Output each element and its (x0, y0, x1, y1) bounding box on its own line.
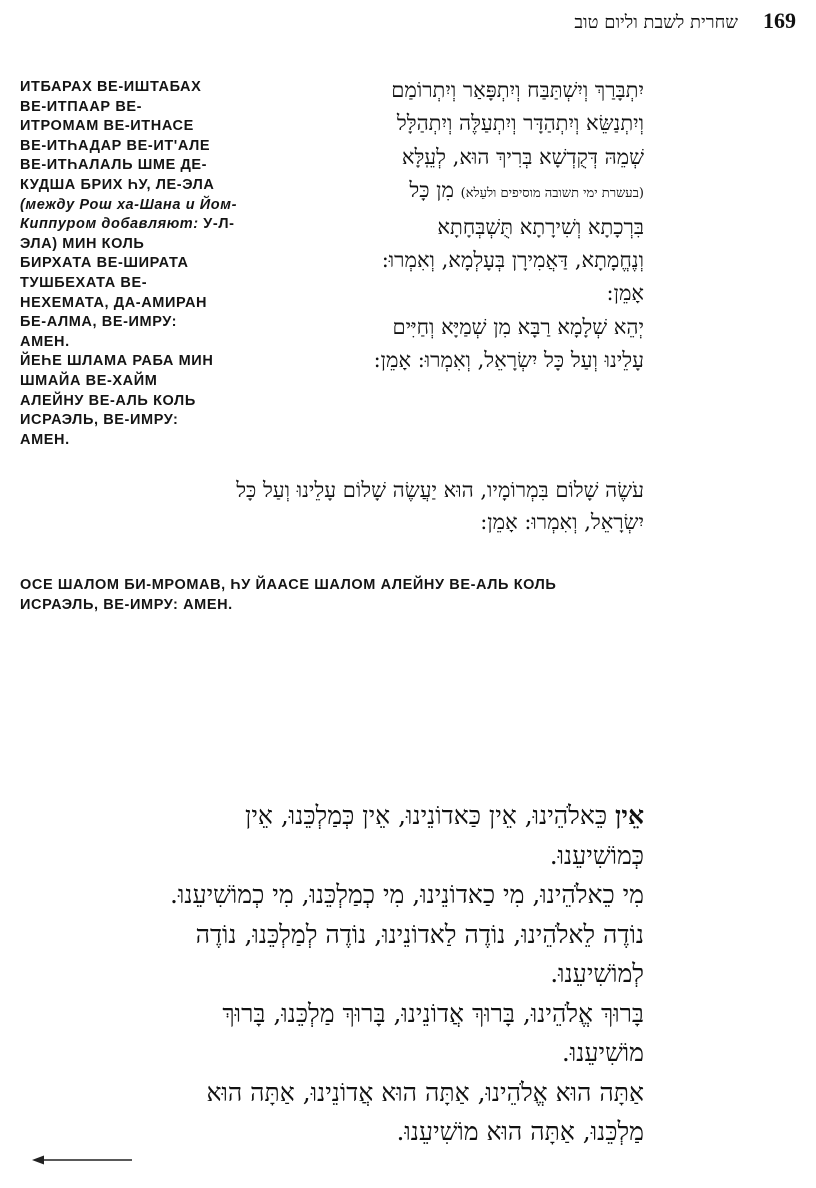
translit-line: ВЕ-ИТҺАЛАЛЬ ШМЕ ДЕ- (20, 157, 208, 174)
oseh-shalom-transliteration (20, 576, 660, 615)
translit-line: БИРХАТА ВЕ-ШИРАТА (20, 255, 189, 272)
translit-line: АЛЕЙНУ ВЕ-АЛЬ КОЛЬ (20, 392, 196, 409)
ein-keloheinu-hebrew (14, 796, 644, 1152)
translit-line: АМЕН. (20, 431, 70, 448)
translit-line: ИТБАРАХ ВЕ-ИШТАБАХ (20, 79, 202, 95)
translit-line: ВЕ-ИТПААР ВЕ- (20, 98, 143, 115)
translit-line: БЕ-АЛМА, ВЕ-ИМРУ: (20, 314, 177, 331)
translit-line: КУДША БРИХ ҺУ, ЛЕ-ЭЛА (20, 176, 215, 193)
hebrew-line: עֹשֶׂה שָׁלוֹם בִּמְרוֹמָיו, הוּא יַעֲשֶׂה שָׁלוֹם עָלֵינוּ וְעַל כָּל (236, 478, 644, 502)
translit-line: АМЕН. (20, 333, 70, 350)
translit-line: ШМАЙА ВЕ-ХАЙМ (20, 372, 158, 389)
hebrew-line: וְיִתְנַשֵּׂא וְיִתְהַדָּר וְיִתְעַלֶּה וְיִתְהַלָּל (396, 111, 644, 136)
hebrew-line-text: כֵּאלֹהֵינוּ, אֵין כַּאדוֹנֵינוּ, אֵין כְּמַלְכֵּנוּ, אֵין (244, 801, 616, 830)
kaddish-transliteration (20, 78, 250, 450)
translit-line: ОСЕ ШАЛОМ БИ-МРОМАВ, ҺУ ЙААСЕ ШАЛОМ АЛЕЙНУ ВЕ-АЛЬ КОЛЬ (20, 577, 557, 593)
hebrew-line: יִתְבָּרַךְ וְיִשְׁתַּבַּח וְיִתְפָּאַר וְיִתְרוֹמַם (391, 78, 644, 102)
page-number: 169 (763, 8, 796, 33)
oseh-shalom-hebrew (24, 474, 644, 538)
hebrew-line: עָלֵינוּ וְעַל כָּל יִשְׂרָאֵל, וְאִמְרוּ: אָמֵן: (373, 348, 644, 373)
hebrew-line: יִשְׂרָאֵל, וְאִמְרוּ: אָמֵן: (480, 510, 644, 534)
translit-note-line: (между Рош ха-Шана и Йом- (20, 196, 238, 213)
hebrew-line: אַתָּה הוּא אֱלֹהֵינוּ, אַתָּה הוּא אֲדוֹנֵינוּ, אַתָּה הוּא (206, 1077, 644, 1107)
left-arrow-icon (30, 1152, 134, 1168)
hebrew-line-with-note (260, 174, 644, 210)
hebrew-line: לְמוֹשִׁיעֵנוּ. (550, 959, 644, 988)
translit-line: ИСРАЭЛЬ, ВЕ-ИМРУ: (20, 412, 179, 429)
translit-line: ЭЛА) МИН КОЛЬ (20, 235, 145, 252)
translit-line: ИТРОМАМ ВЕ-ИТНАСЕ (20, 118, 194, 135)
running-head: שחרית לשבת וליום טוב (574, 12, 738, 33)
translit-note-text: Киппуром добавляют: (20, 216, 199, 233)
hebrew-line-text: מִן כָּל (409, 178, 461, 203)
hebrew-line: נוֹדֶה לֵאלֹהֵינוּ, נוֹדֶה לַאדוֹנֵינוּ, נוֹדֶה לְמַלְכֵּנוּ, נוֹדֶה (195, 919, 644, 949)
translit-line: ТУШБЕХАТА ВЕ- (20, 274, 148, 291)
hebrew-line: יְהֵא שְׁלָמָא רַבָּא מִן שְׁמַיָּא וְחַיִּים (392, 314, 644, 339)
translit-note-tail: У-Л- (198, 216, 235, 233)
hebrew-line: וְנֶחֱמָתָא, דַּאֲמִירָן בְּעָלְמָא, וְאִמְרוּ: (381, 248, 644, 273)
hebrew-line: בִּרְכָתָא וְשִׁירָתָא תֻּשְׁבְּחָתָא (437, 214, 644, 239)
page-header (460, 8, 796, 44)
translit-line: ИСРАЭЛЬ, ВЕ-ИМРУ: АМЕН. (20, 596, 233, 613)
hebrew-line: בָּרוּךְ אֱלֹהֵינוּ, בָּרוּךְ אֲדוֹנֵינוּ, בָּרוּךְ מַלְכֵּנוּ, בָּרוּךְ (222, 998, 644, 1028)
hebrew-line: מַלְכֵּנוּ, אַתָּה הוּא מוֹשִׁיעֵנוּ. (396, 1117, 644, 1146)
translit-line: НЕХЕМАТА, ДА-АМИРАН (20, 294, 208, 311)
hebrew-inline-note: (בעשרת ימי תשובה מוסיפים ולעֵלא) (460, 186, 644, 202)
hebrew-line: אָמֵן: (606, 281, 644, 306)
hebrew-line (14, 796, 644, 836)
hebrew-line: כְּמוֹשִׁיעֵנוּ. (549, 840, 644, 870)
kaddish-hebrew (260, 74, 644, 378)
translit-line: ЙЕҺЕ ШЛАМА РАБА МИН (20, 353, 214, 370)
hebrew-line: מוֹשִׁיעֵנוּ. (561, 1038, 644, 1067)
hebrew-line: מִי כֵאלֹהֵינוּ, מִי כַאדוֹנֵינוּ, מִי כְמַלְכֵּנוּ, מִי כְמוֹשִׁיעֵנוּ. (170, 880, 644, 909)
translit-note-line (20, 215, 250, 235)
hebrew-line: שְׁמֵהּ דְּקֻדְשָׁא בְּרִיךְ הוּא, לְעֵֽלָּא (401, 144, 644, 169)
translit-line: ВЕ-ИТҺАДАР ВЕ-ИТ'АЛЕ (20, 137, 211, 154)
opening-word: אֵין (615, 801, 644, 830)
